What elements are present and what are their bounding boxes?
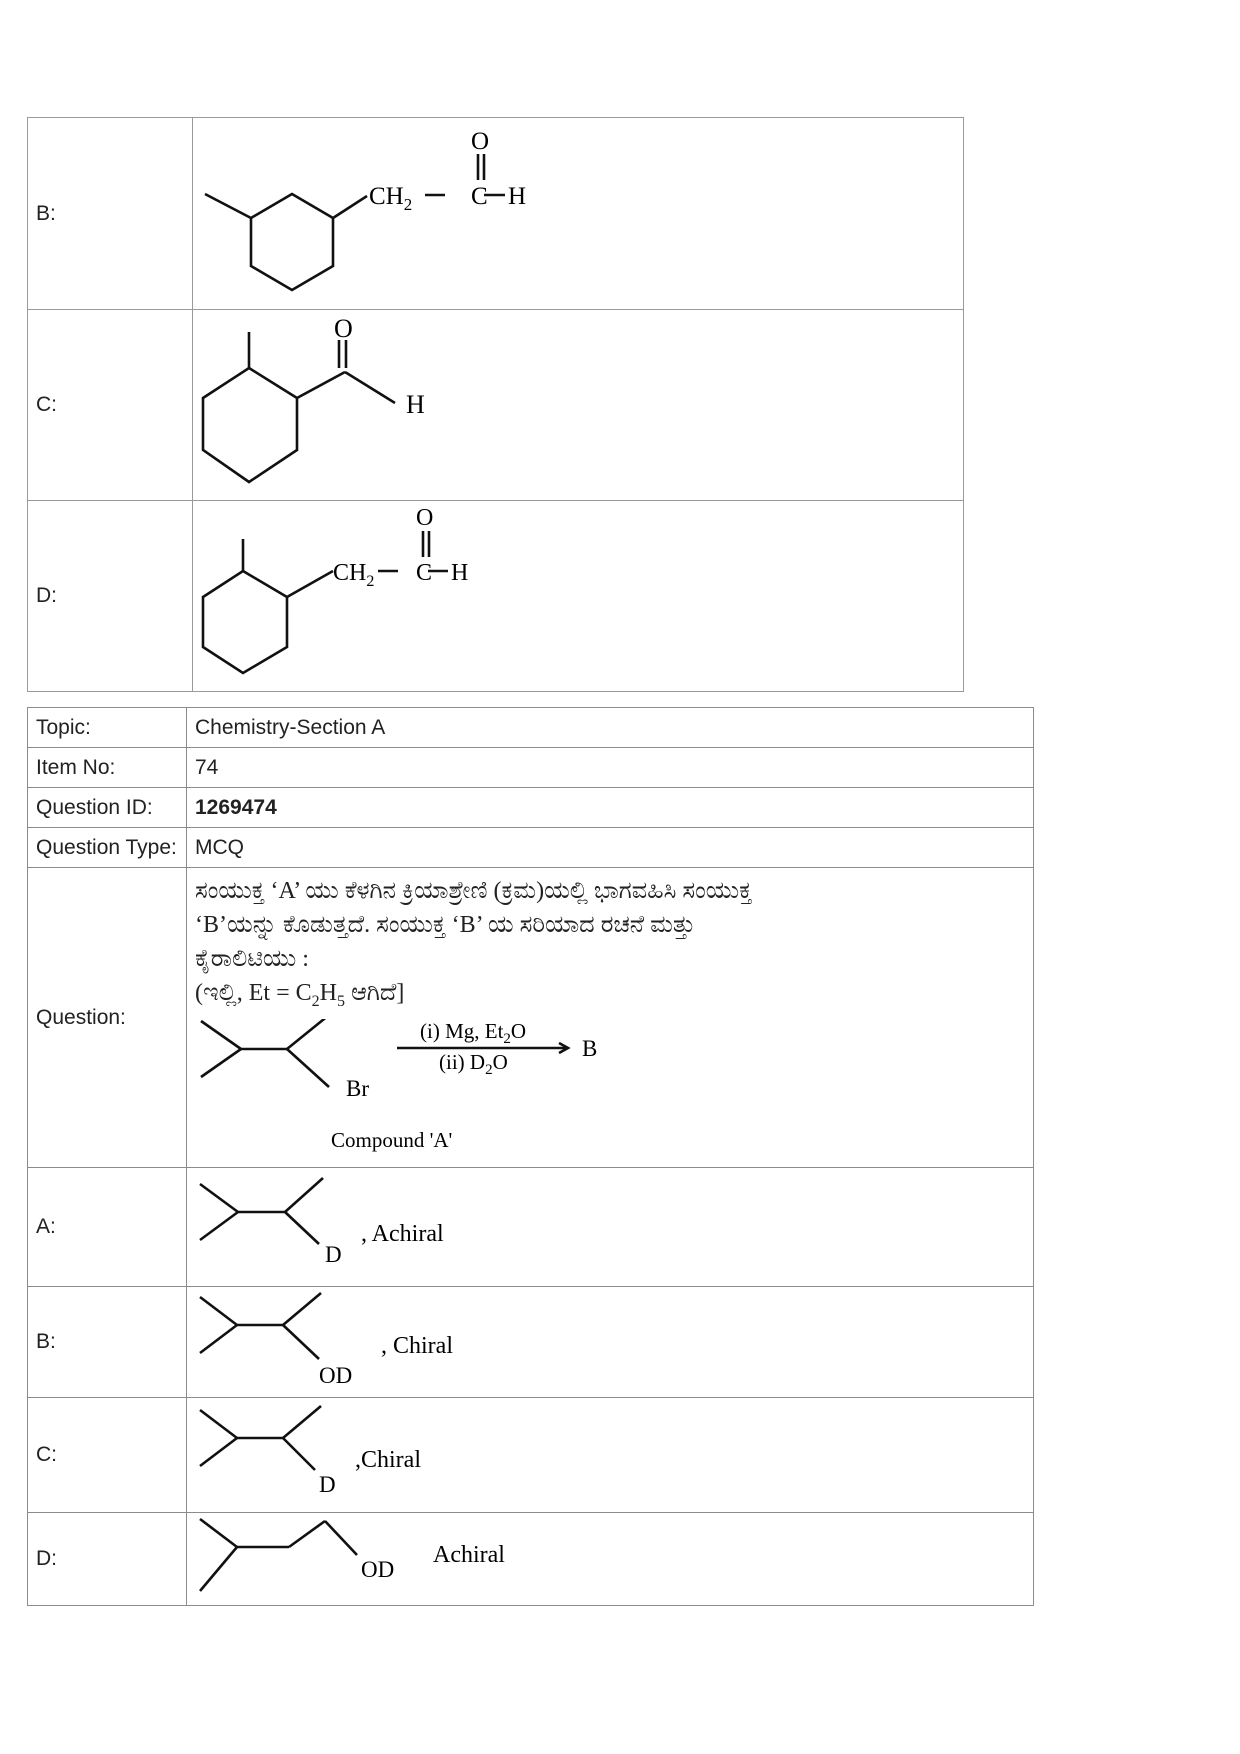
- option-a-group: D: [325, 1242, 342, 1267]
- ch2-text: $CH_2$: [333, 560, 375, 590]
- topic-label: Topic:: [28, 708, 187, 748]
- item-no-row: [28, 748, 1034, 788]
- option-c-chirality: ,Chiral: [355, 1447, 421, 1473]
- prev-option-row-b: [28, 118, 964, 310]
- question-label: Question:: [28, 868, 187, 1168]
- product-b-text: B: [582, 1035, 598, 1061]
- prev-option-row-c: [28, 310, 964, 501]
- option-structure-cell: [187, 1398, 1034, 1513]
- option-structure-cell: [187, 1513, 1034, 1606]
- hydrogen-text: H: [406, 390, 425, 419]
- option-d-group: OD: [361, 1557, 395, 1582]
- question-id-value: 1269474: [187, 788, 1034, 828]
- question-type-row: [28, 828, 1034, 868]
- reagent-1: (i) Mg, $Et_2O$: [420, 1018, 527, 1047]
- option-label: A:: [28, 1168, 187, 1287]
- option-label: C:: [28, 1398, 187, 1513]
- hydrogen-text: H: [508, 183, 527, 210]
- question-type-value: MCQ: [187, 828, 1034, 868]
- item-no-value: 74: [187, 748, 1034, 788]
- option-label: D:: [28, 501, 193, 692]
- question-id-row: [28, 788, 1034, 828]
- option-d-structure: [195, 1513, 1025, 1599]
- structure-2-methylcyclohexane-carbaldehyde: [193, 310, 963, 494]
- question-content: [187, 868, 1034, 1168]
- reaction-scheme: [195, 1019, 1015, 1167]
- question-line: ಸಂಯುಕ್ತ ‘A’ ಯು ಕೆಳಗಿನ ಕ್ರಿಯಾಶ್ರೇಣಿ (ಕ್ರಮ)ಯಲ್ಲಿ ಭಾಗವಹಿಸಿ ಸಂಯುಕ್ತ: [195, 878, 752, 904]
- option-structure-cell: [193, 501, 964, 692]
- prev-question-options-table: [27, 117, 964, 692]
- question-id-label: Question ID:: [28, 788, 187, 828]
- option-b-structure: [195, 1287, 1025, 1391]
- question-table: [27, 707, 1034, 1606]
- option-a-structure: [195, 1168, 1025, 1280]
- option-structure-cell: [193, 118, 964, 310]
- oxygen-text: O: [471, 128, 490, 155]
- option-row-b: [28, 1287, 1034, 1398]
- option-label: D:: [28, 1513, 187, 1606]
- option-a-chirality: , Achiral: [361, 1221, 444, 1247]
- option-label: B:: [28, 118, 193, 310]
- oxygen-text: O: [416, 505, 434, 531]
- question-line: ಕೈರಾಲಿಟಿಯು :: [195, 946, 309, 972]
- option-label: C:: [28, 310, 193, 501]
- option-structure-cell: [193, 310, 964, 501]
- oxygen-text: O: [334, 314, 353, 343]
- bromine-text: Br: [346, 1075, 369, 1101]
- topic-row: [28, 708, 1034, 748]
- question-note: (ಇಲ್ಲಿ, $Et = C_2H_5$ ಆಗಿದೆ]: [195, 980, 405, 1010]
- option-c-group: D: [319, 1472, 336, 1497]
- prev-option-row-d: [28, 501, 964, 692]
- option-b-group: OD: [319, 1363, 353, 1388]
- structure-3-methylcyclohexyl-acetaldehyde: [193, 118, 963, 303]
- topic-value: Chemistry-Section A: [187, 708, 1034, 748]
- item-no-label: Item No:: [28, 748, 187, 788]
- question-type-label: Question Type:: [28, 828, 187, 868]
- question-row: [28, 868, 1034, 1168]
- compound-a-caption: Compound 'A': [331, 1127, 453, 1152]
- question-line: ‘B’ಯನ್ನು ಕೊಡುತ್ತದೆ. ಸಂಯುಕ್ತ ‘B’ ಯ ಸರಿಯಾದ ರಚನೆ ಮತ್ತು: [195, 912, 696, 938]
- ch2-text: $CH_2$: [369, 183, 413, 214]
- hydrogen-text: H: [451, 560, 469, 586]
- carbon-text: C: [471, 183, 488, 210]
- option-row-d: [28, 1513, 1034, 1606]
- option-c-structure: [195, 1398, 1025, 1506]
- option-d-chirality: Achiral: [433, 1542, 505, 1568]
- carbon-text: C: [416, 560, 433, 586]
- option-structure-cell: [187, 1287, 1034, 1398]
- reagent-2: (ii) $D_2O$: [439, 1049, 508, 1078]
- option-b-chirality: , Chiral: [381, 1333, 453, 1359]
- option-label: B:: [28, 1287, 187, 1398]
- option-row-a: [28, 1168, 1034, 1287]
- option-structure-cell: [187, 1168, 1034, 1287]
- option-row-c: [28, 1398, 1034, 1513]
- structure-2-methylcyclohexyl-acetaldehyde: [193, 501, 963, 685]
- question-text: [195, 868, 1025, 1019]
